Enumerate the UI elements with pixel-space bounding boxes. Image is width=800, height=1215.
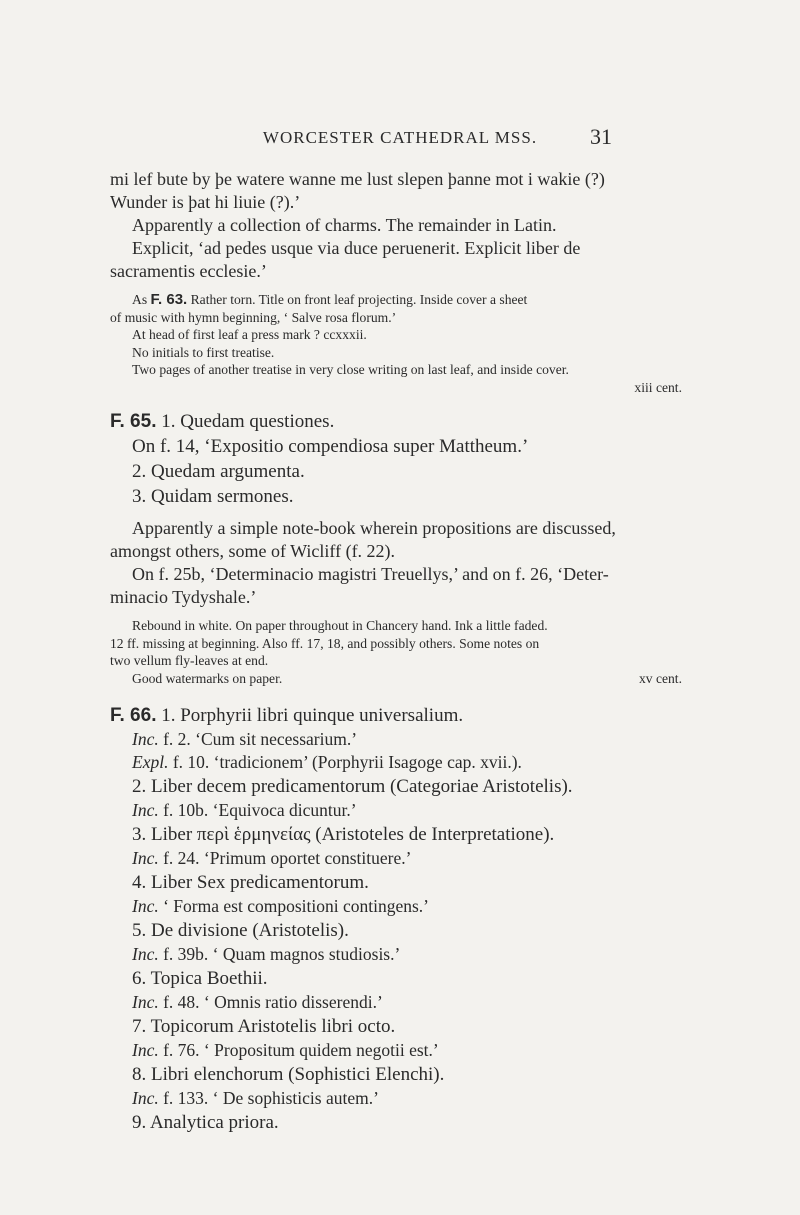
f65-desc: Rebound in white. On paper throughout in Chancery hand. Ink a little faded. — [132, 618, 548, 633]
page-number: 31 — [590, 124, 612, 149]
f66-item-4: 4. Liber Sex predicamentorum. — [132, 872, 369, 893]
f66-expl-1 — [110, 751, 690, 774]
f65-mark: F. 65. — [110, 411, 157, 432]
f66-inc-3 — [110, 847, 690, 870]
inc-label: Inc. — [132, 1040, 159, 1060]
f66-item-1: 1. Porphyrii libri quinque universalium. — [156, 705, 464, 726]
f63-line: of music with hymn beginning, ‘ Salve rosa florum.’ — [110, 309, 397, 325]
f63-line — [110, 291, 690, 309]
inc-text: f. 39b. ‘ Quam magnos studiosis.’ — [158, 944, 401, 964]
inc-text: f. 24. ‘Primum oportet constituere.’ — [158, 848, 412, 868]
inc-label: Inc. — [132, 896, 159, 916]
f65-note: amongst others, some of Wicliff (f. 22). — [110, 541, 396, 561]
f65-date: xv cent. — [638, 670, 682, 686]
f65-desc: two vellum fly-leaves at end. — [110, 653, 269, 668]
inc-text: f. 2. ‘Cum sit necessarium.’ — [158, 729, 358, 749]
f65-item-2: 2. Quedam argumenta. — [132, 461, 305, 482]
f63-line: No initials to first treatise. — [132, 344, 275, 360]
f63-line-rest: Rather torn. Title on front leaf projecting. Inside cover a sheet — [187, 292, 528, 307]
page-body — [110, 168, 690, 1135]
inc-label: Inc. — [132, 729, 159, 749]
f65-desc-last — [110, 670, 690, 688]
f65-note: On f. 25b, ‘Determinacio magistri Treuellys,’ and on f. 26, ‘Deter- — [132, 564, 609, 584]
intro-line: Apparently a collection of charms. The remainder in Latin. — [132, 215, 557, 235]
f65-heading — [110, 409, 690, 434]
f66-inc-2 — [110, 799, 690, 822]
f65-item-1: 1. Quedam questiones. — [156, 411, 335, 432]
f66-item-9: 9. Analytica priora. — [132, 1112, 279, 1133]
intro-line: Wunder is þat hi liuie (?).’ — [110, 192, 301, 212]
f63-mark: F. 63. — [150, 291, 188, 308]
inc-text: f. 10b. ‘Equivoca dicuntur.’ — [158, 800, 357, 820]
inc-label: Inc. — [132, 848, 159, 868]
f66-item-6: 6. Topica Boethii. — [132, 968, 268, 989]
f66-mark: F. 66. — [110, 705, 157, 726]
f66-inc-6 — [110, 991, 690, 1014]
f66-item-5: 5. De divisione (Aristotelis). — [132, 920, 349, 941]
intro-line: sacramentis ecclesie.’ — [110, 261, 267, 281]
f66-inc-5 — [110, 943, 690, 966]
f66-heading — [110, 703, 690, 728]
intro-line: mi lef bute by þe watere wanne me lust slepen þanne mot i wakie (?) — [110, 169, 605, 189]
f65-note: minacio Tydyshale.’ — [110, 587, 257, 607]
f65-note: Apparently a simple note-book wherein propositions are discussed, — [132, 518, 616, 538]
expl-label: Expl. — [132, 752, 169, 772]
f65-desc: 12 ff. missing at beginning. Also ff. 17, 18, and possibly others. Some notes on — [110, 635, 540, 651]
f66-inc-8 — [110, 1087, 690, 1110]
f65-desc: Good watermarks on paper. — [132, 670, 283, 686]
f66-item-2: 2. Liber decem predicamentorum (Categoriae Aristotelis). — [132, 776, 573, 797]
inc-text: f. 48. ‘ Omnis ratio disserendi.’ — [158, 992, 383, 1012]
f63-as: As — [132, 292, 148, 307]
f66-item-3: 3. Liber περὶ ἑρμηνείας (Aristoteles de Interpretatione). — [132, 824, 555, 845]
inc-text: ‘ Forma est compositioni contingens.’ — [158, 896, 429, 916]
f66-inc-7 — [110, 1039, 690, 1062]
expl-text: f. 10. ‘tradicionem’ (Porphyrii Isagoge cap. xvii.). — [168, 752, 522, 772]
inc-text: f. 76. ‘ Propositum quidem negotii est.’ — [158, 1040, 439, 1060]
inc-label: Inc. — [132, 800, 159, 820]
f65-item-1b: On f. 14, ‘Expositio compendiosa super Mattheum.’ — [132, 436, 529, 457]
f63-date: xiii cent. — [634, 379, 682, 395]
inc-text: f. 133. ‘ De sophisticis autem.’ — [158, 1088, 379, 1108]
f63-line: At head of first leaf a press mark ? ccxxxii. — [132, 327, 367, 342]
f66-item-7: 7. Topicorum Aristotelis libri octo. — [132, 1016, 396, 1037]
f66-item-8: 8. Libri elenchorum (Sophistici Elenchi). — [132, 1064, 445, 1085]
f63-line: Two pages of another treatise in very close writing on last leaf, and inside cover. — [132, 362, 569, 377]
f66-inc-1 — [110, 728, 690, 751]
f65-item-3: 3. Quidam sermones. — [132, 486, 294, 507]
inc-label: Inc. — [132, 944, 159, 964]
intro-line: Explicit, ‘ad pedes usque via duce peruenerit. Explicit liber de — [132, 238, 581, 258]
f66-inc-4 — [110, 895, 690, 918]
inc-label: Inc. — [132, 992, 159, 1012]
running-head: WORCESTER CATHEDRAL MSS. — [262, 128, 538, 147]
inc-label: Inc. — [132, 1088, 159, 1108]
